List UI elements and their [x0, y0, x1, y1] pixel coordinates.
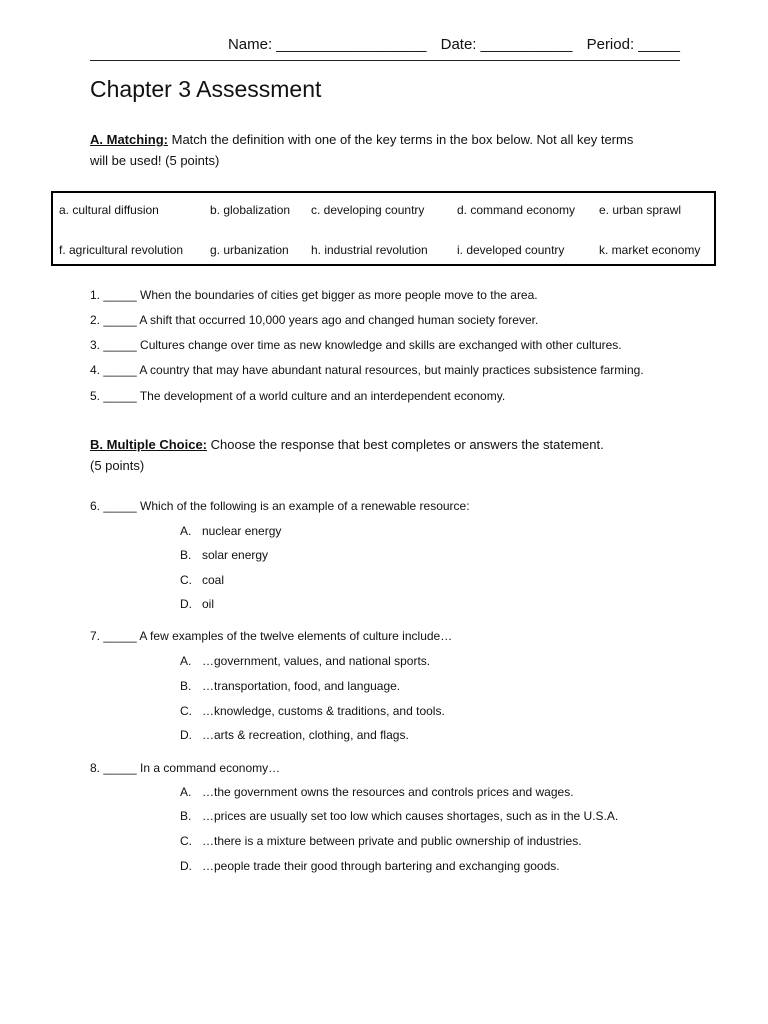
matching-question: 1. _____ When the boundaries of cities get bigger as more people move to the area. [90, 288, 538, 302]
answer-choice [180, 654, 430, 668]
choice-text: …prices are usually set too low which causes shortages, such as in the U.S.A. [202, 809, 619, 823]
header-divider [90, 60, 680, 61]
section-a-instructions [90, 129, 690, 171]
key-term: a. cultural diffusion [59, 203, 159, 217]
section-b-text-line1: Choose the response that best completes or answers the statement. [207, 437, 604, 452]
answer-choice [180, 573, 224, 587]
answer-choice [180, 728, 409, 742]
choice-letter: A. [180, 524, 192, 538]
answer-choice [180, 679, 400, 693]
choice-text: …people trade their good through bartering and exchanging goods. [202, 859, 560, 873]
choice-text: oil [202, 597, 215, 611]
key-term: i. developed country [457, 243, 565, 257]
period-field[interactable]: Period: _____ [586, 36, 680, 53]
choice-text: solar energy [202, 548, 269, 562]
key-term: h. industrial revolution [311, 243, 428, 257]
choice-letter: D. [180, 597, 192, 611]
answer-choice [180, 704, 445, 718]
section-b-label: B. Multiple Choice: [90, 437, 207, 452]
matching-question: 3. _____ Cultures change over time as new knowledge and skills are exchanged with other cultures. [90, 338, 622, 352]
question-stem: 6. _____ Which of the following is an example of a renewable resource: [90, 499, 470, 513]
choice-letter: C. [180, 834, 192, 848]
page-title: Chapter 3 Assessment [90, 76, 322, 102]
choice-text: …arts & recreation, clothing, and flags. [202, 728, 409, 742]
key-term: d. command economy [457, 203, 576, 217]
matching-question: 5. _____ The development of a world culture and an interdependent economy. [90, 389, 506, 403]
answer-choice [180, 597, 214, 611]
key-term: f. agricultural revolution [59, 243, 184, 257]
question-stem: 7. _____ A few examples of the twelve elements of culture include… [90, 629, 453, 643]
choice-text: …transportation, food, and language. [202, 679, 401, 693]
choice-letter: D. [180, 859, 192, 873]
date-field[interactable]: Date: ___________ [440, 36, 573, 53]
key-terms-box [51, 191, 716, 266]
choice-text: coal [202, 573, 225, 587]
answer-choice [180, 524, 281, 538]
matching-question: 2. _____ A shift that occurred 10,000 years ago and changed human society forever. [90, 313, 539, 327]
choice-letter: B. [180, 679, 192, 693]
answer-choice [180, 809, 618, 823]
matching-question: 4. _____ A country that may have abundant natural resources, but mainly practices subsistence farming. [90, 363, 644, 377]
answer-choice [180, 834, 582, 848]
section-a-label: A. Matching: [90, 132, 168, 147]
choice-letter: A. [180, 654, 192, 668]
choice-text: nuclear energy [202, 524, 282, 538]
choice-letter: B. [180, 548, 192, 562]
choice-text: …government, values, and national sports. [202, 654, 431, 668]
section-a-text-line1: Match the definition with one of the key terms in the box below. Not all key terms [168, 132, 634, 147]
student-info-header [90, 36, 680, 53]
answer-choice [180, 859, 560, 873]
question-stem: 8. _____ In a command economy… [90, 761, 281, 775]
choice-letter: D. [180, 728, 192, 742]
key-term: k. market economy [599, 243, 701, 257]
choice-letter: A. [180, 785, 192, 799]
section-a-text-line2: will be used! (5 points) [90, 153, 220, 168]
section-b-text-line2: (5 points) [90, 458, 145, 473]
choice-letter: C. [180, 704, 192, 718]
choice-text: …the government owns the resources and controls prices and wages. [202, 785, 574, 799]
section-b-instructions [90, 434, 690, 476]
choice-letter: B. [180, 809, 192, 823]
choice-text: …there is a mixture between private and public ownership of industries. [202, 834, 582, 848]
key-term: b. globalization [210, 203, 291, 217]
key-term: g. urbanization [210, 243, 289, 257]
choice-letter: C. [180, 573, 192, 587]
key-term: c. developing country [311, 203, 425, 217]
answer-choice [180, 548, 268, 562]
key-term: e. urban sprawl [599, 203, 682, 217]
answer-choice [180, 785, 574, 799]
name-field[interactable]: Name: __________________ [227, 36, 427, 53]
choice-text: …knowledge, customs & traditions, and tools. [202, 704, 445, 718]
